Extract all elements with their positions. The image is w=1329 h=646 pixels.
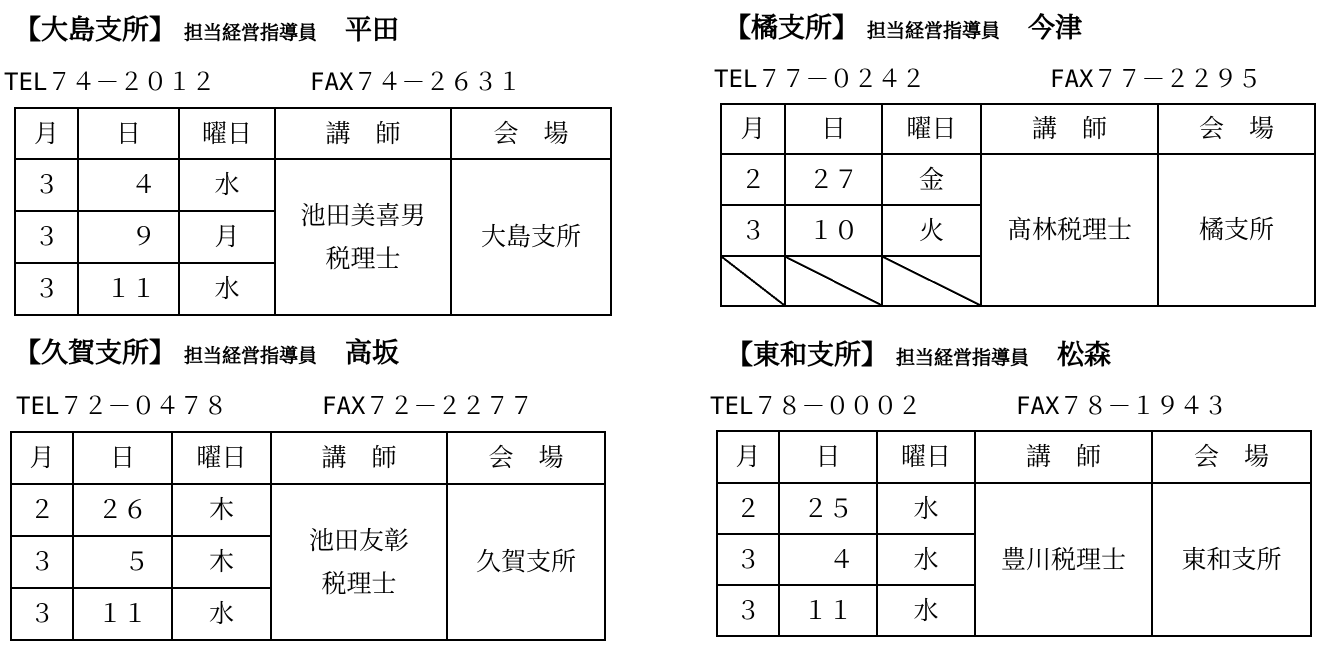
fax-number: FAX７４－２６３１ <box>310 68 522 96</box>
lecturer-cell <box>975 483 1152 636</box>
col-header-day: 日 <box>785 104 882 154</box>
day-cell: １０ <box>785 205 882 256</box>
col-header-day: 日 <box>779 431 877 483</box>
lecturer-name: 髙林税理士 <box>1006 215 1132 245</box>
col-header-weekday: 曜日 <box>179 108 275 159</box>
month-cell: ３ <box>15 263 78 315</box>
contact-line <box>710 392 1228 420</box>
empty-slash-cell <box>882 256 981 306</box>
schedule-table <box>10 431 606 641</box>
role-label: 担当経営指導員 <box>184 22 318 44</box>
month-cell: ３ <box>15 159 78 211</box>
weekday-cell: 火 <box>882 205 981 256</box>
day-cell: ２６ <box>73 484 172 536</box>
empty-slash-cell <box>785 256 882 306</box>
lecturer-title: 税理士 <box>321 569 397 598</box>
weekday-cell: 金 <box>882 154 981 205</box>
month-cell: ３ <box>15 211 78 263</box>
role-label: 担当経営指導員 <box>184 345 318 367</box>
col-header-month: 月 <box>15 108 78 159</box>
branch-header <box>14 17 399 44</box>
tel-number: TEL７２－０４７８ <box>16 392 228 420</box>
tel-number: TEL７４－２０１２ <box>4 68 216 96</box>
fax-number: FAX７８－１９４３ <box>1016 392 1228 420</box>
fax-number: FAX７２－２２７７ <box>322 392 534 420</box>
branch-header <box>14 340 399 367</box>
day-cell: ９ <box>78 211 179 263</box>
person-name: 今津 <box>1028 13 1083 44</box>
col-header-month: 月 <box>717 431 779 483</box>
col-header-venue: 会 場 <box>1158 104 1315 154</box>
contact-line <box>714 65 1262 93</box>
venue-cell: 大島支所 <box>451 159 611 315</box>
empty-slash-cell <box>721 256 785 306</box>
day-cell: ２５ <box>779 483 877 534</box>
schedule-table <box>14 107 612 316</box>
weekday-cell: 水 <box>179 159 275 211</box>
lecturer-title: 税理士 <box>325 244 401 273</box>
table-header-row <box>721 104 1315 154</box>
day-cell: １１ <box>73 588 172 640</box>
weekday-cell: 月 <box>179 211 275 263</box>
col-header-lecturer: 講 師 <box>981 104 1158 154</box>
day-cell: ５ <box>73 536 172 588</box>
venue-cell: 橘支所 <box>1158 154 1315 306</box>
weekday-cell: 水 <box>877 534 975 585</box>
day-cell: １１ <box>779 585 877 636</box>
branch-name: 【東和支所】 <box>726 340 888 371</box>
table-header-row <box>11 432 605 484</box>
col-header-day: 日 <box>78 108 179 159</box>
contact-line <box>16 392 534 420</box>
table-header-row <box>717 431 1311 483</box>
contact-line <box>4 68 522 96</box>
col-header-weekday: 曜日 <box>172 432 271 484</box>
day-cell: ４ <box>78 159 179 211</box>
weekday-cell: 水 <box>877 585 975 636</box>
table-row <box>11 484 605 536</box>
month-cell: ２ <box>717 483 779 534</box>
day-cell: ２７ <box>785 154 882 205</box>
weekday-cell: 木 <box>172 484 271 536</box>
schedule-table <box>720 103 1316 307</box>
lecturer-cell <box>275 159 451 315</box>
col-header-month: 月 <box>721 104 785 154</box>
person-name: 平田 <box>345 15 400 46</box>
month-cell: ３ <box>11 536 73 588</box>
col-header-lecturer: 講 師 <box>975 431 1152 483</box>
table-row <box>717 483 1311 534</box>
person-name: 松森 <box>1057 340 1112 371</box>
weekday-cell: 水 <box>877 483 975 534</box>
month-cell: ３ <box>721 205 785 256</box>
col-header-day: 日 <box>73 432 172 484</box>
venue-cell: 東和支所 <box>1152 483 1311 636</box>
schedule-table <box>716 430 1312 637</box>
fax-number: FAX７７－２２９５ <box>1050 65 1262 93</box>
table-header-row <box>15 108 611 159</box>
lecturer-cell <box>981 154 1158 306</box>
role-label: 担当経営指導員 <box>896 347 1030 369</box>
col-header-weekday: 曜日 <box>882 104 981 154</box>
lecturer-name: 豊川税理士 <box>1000 544 1126 574</box>
branch-name: 【久賀支所】 <box>14 338 176 369</box>
col-header-venue: 会 場 <box>1152 431 1311 483</box>
branch-name: 【大島支所】 <box>14 15 176 46</box>
month-cell: ３ <box>717 585 779 636</box>
venue-cell: 久賀支所 <box>447 484 605 640</box>
col-header-venue: 会 場 <box>447 432 605 484</box>
lecturer-name: 池田美喜男 <box>300 200 426 230</box>
month-cell: ３ <box>717 534 779 585</box>
tel-number: TEL７８－０００２ <box>710 392 922 420</box>
weekday-cell: 水 <box>179 263 275 315</box>
col-header-lecturer: 講 師 <box>271 432 447 484</box>
lecturer-cell <box>271 484 447 640</box>
day-cell: １１ <box>78 263 179 315</box>
tel-number: TEL７７－０２４２ <box>714 65 926 93</box>
col-header-lecturer: 講 師 <box>275 108 451 159</box>
person-name: 高坂 <box>345 338 400 369</box>
branch-name: 【橘支所】 <box>724 13 859 44</box>
branch-header <box>724 15 1082 42</box>
role-label: 担当経営指導員 <box>867 20 1001 42</box>
col-header-weekday: 曜日 <box>877 431 975 483</box>
weekday-cell: 木 <box>172 536 271 588</box>
month-cell: ２ <box>11 484 73 536</box>
weekday-cell: 水 <box>172 588 271 640</box>
month-cell: ３ <box>11 588 73 640</box>
col-header-venue: 会 場 <box>451 108 611 159</box>
lecturer-name: 池田友彰 <box>308 525 409 555</box>
day-cell: ４ <box>779 534 877 585</box>
branch-header <box>726 342 1111 369</box>
col-header-month: 月 <box>11 432 73 484</box>
month-cell: ２ <box>721 154 785 205</box>
table-row <box>721 154 1315 205</box>
table-row <box>15 159 611 211</box>
